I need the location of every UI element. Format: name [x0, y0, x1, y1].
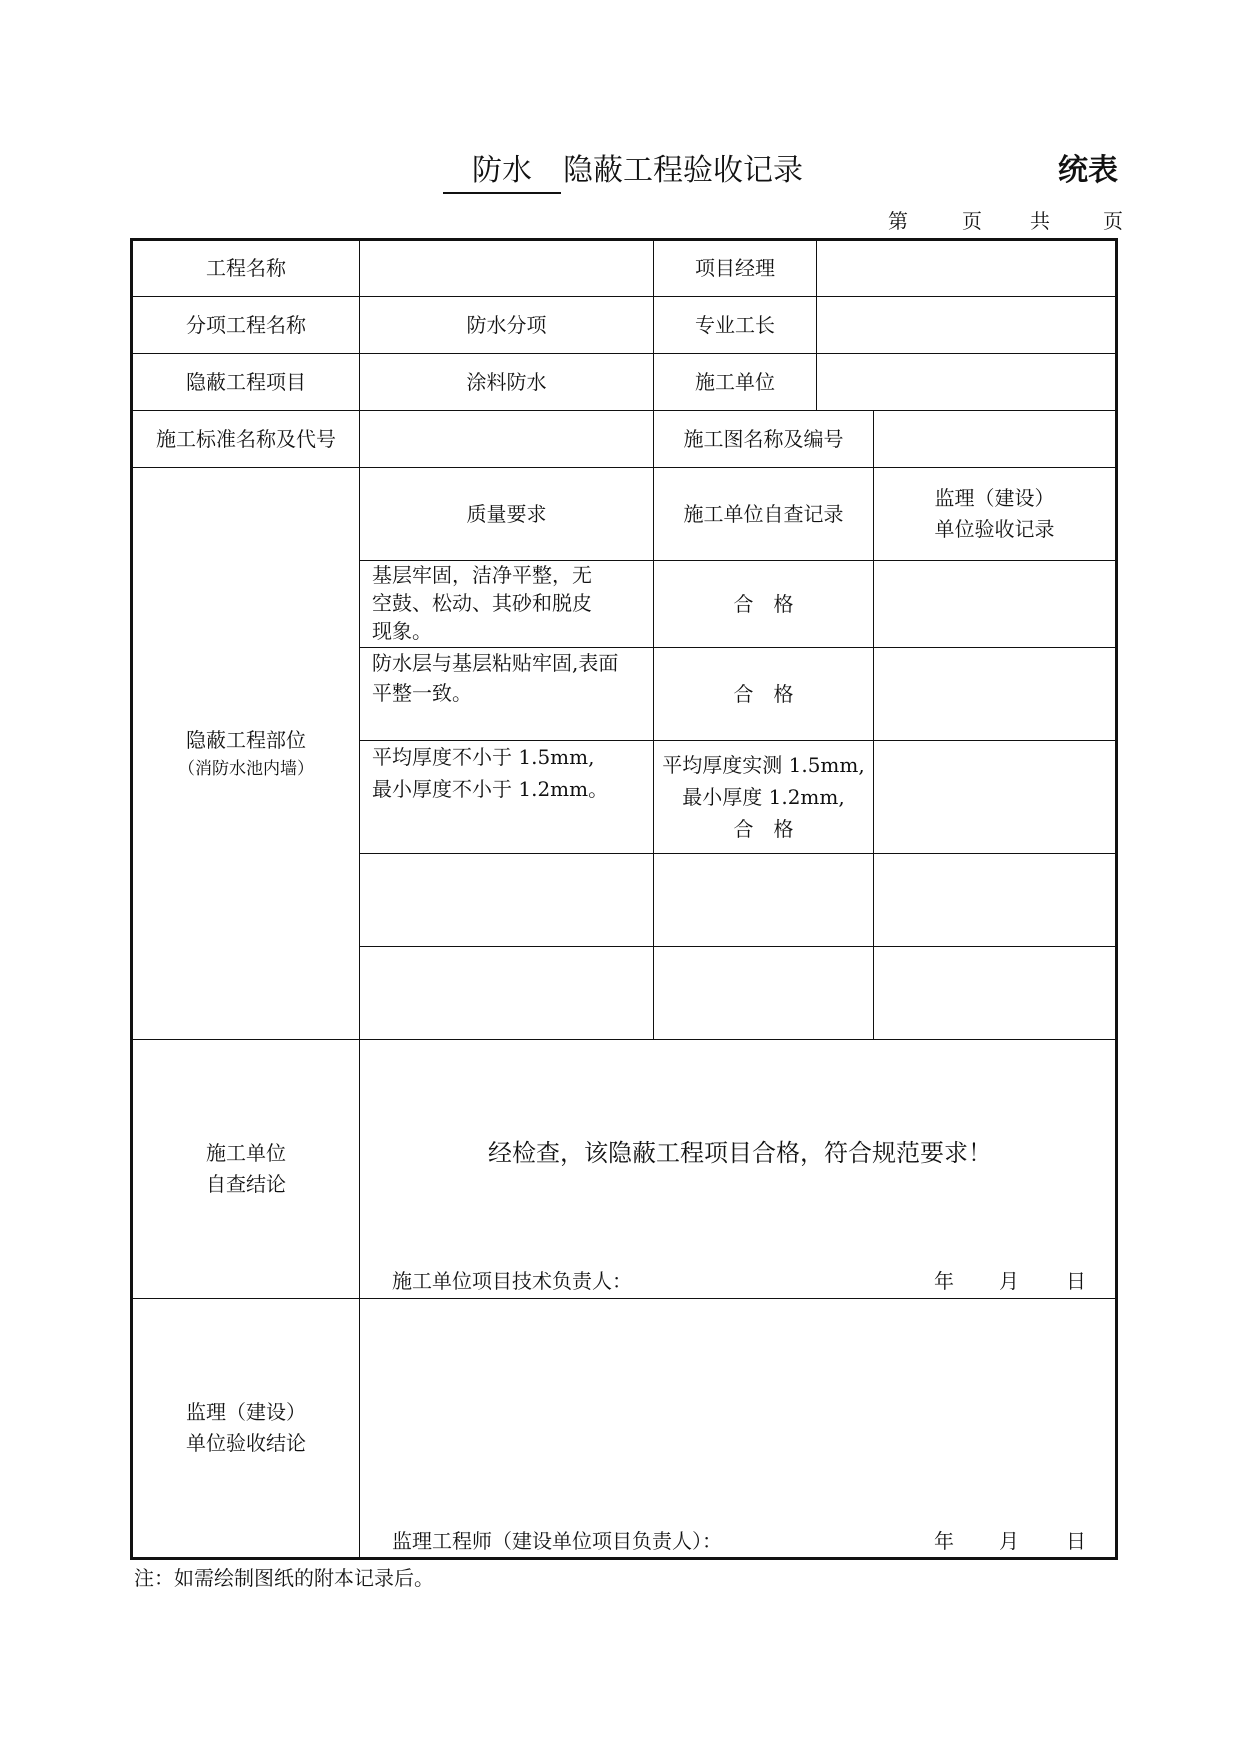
self-conclusion-text: 经检查，该隐蔽工程项目合格，符合规范要求！	[488, 1139, 992, 1167]
self-conclusion-label-line2: 自查结论	[206, 1172, 286, 1196]
standard-label: 施工标准名称及代号	[156, 426, 336, 451]
col-supervisor-line1: 监理（建设）	[934, 486, 1055, 510]
quality-requirement-2	[360, 648, 653, 740]
foreman-label: 专业工长	[695, 312, 775, 337]
self-conclusion-label-line1: 施工单位	[206, 1141, 286, 1165]
project-name-value	[360, 241, 653, 296]
self-conclusion-label	[133, 1040, 359, 1298]
sub-project-label: 分项工程名称	[186, 312, 306, 337]
self-check-result-1: 合 格	[733, 591, 794, 616]
check-line: 平均厚度实测 1.5mm,	[662, 753, 865, 777]
supervisor-date-year: 年	[934, 1529, 954, 1553]
contractor-value	[817, 354, 1115, 410]
project-name-label: 工程名称	[206, 256, 286, 280]
supervisor-conclusion-signer: 监理工程师（建设单位项目负责人）：	[392, 1529, 722, 1553]
requirement-line: 空鼓、松动、其砂和脱皮	[372, 591, 592, 615]
project-manager-value	[817, 241, 1115, 296]
drawing-label: 施工图名称及编号	[683, 426, 844, 451]
self-conclusion-signer: 施工单位项目技术负责人：	[392, 1269, 632, 1293]
project-manager-label: 项目经理	[695, 256, 775, 280]
quality-requirement-1	[360, 561, 653, 647]
hidden-location-cell	[133, 468, 359, 1039]
col-supervisor-header	[874, 468, 1115, 560]
page-label-di: 第	[888, 209, 908, 233]
hidden-item-value: 涂料防水	[466, 369, 547, 394]
standard-value	[360, 411, 653, 467]
self-date-year: 年	[934, 1269, 954, 1293]
col-self-check-header: 施工单位自查记录	[683, 501, 844, 526]
requirement-line: 平整一致。	[372, 681, 472, 705]
page-label-gong: 共	[1030, 209, 1050, 233]
hidden-location-sub: （消防水池内墙）	[178, 758, 314, 779]
requirement-line: 最小厚度不小于 1.2mm。	[372, 777, 609, 801]
drawing-value	[874, 411, 1115, 467]
foreman-value	[817, 297, 1115, 353]
supervisor-date-day: 日	[1066, 1529, 1086, 1553]
contractor-label: 施工单位	[695, 369, 775, 394]
self-check-result-2: 合 格	[733, 681, 794, 706]
quality-requirement-3	[360, 741, 653, 853]
requirement-line: 平均厚度不小于 1.5mm,	[372, 745, 595, 769]
supervisor-date-month: 月	[999, 1529, 1019, 1553]
sub-project-value: 防水分项	[466, 312, 547, 337]
check-line: 最小厚度 1.2mm,	[682, 785, 845, 809]
document-title: 隐蔽工程验收记录	[563, 153, 803, 188]
requirement-line: 现象。	[372, 619, 432, 643]
document-category: 统表	[1058, 153, 1118, 188]
self-check-result-3	[654, 741, 873, 853]
supervisor-conclusion-label-line2: 单位验收结论	[186, 1431, 306, 1455]
self-date-day: 日	[1066, 1269, 1086, 1293]
document-title-type: 防水	[443, 150, 561, 194]
page-label-ye-total: 页	[1103, 209, 1123, 233]
col-quality-header: 质量要求	[466, 501, 547, 526]
footer-note: 注：如需绘制图纸的附本记录后。	[134, 1566, 434, 1590]
col-supervisor-line2: 单位验收记录	[934, 517, 1055, 541]
self-date-month: 月	[999, 1269, 1019, 1293]
page-label-ye: 页	[962, 209, 982, 233]
hidden-item-label: 隐蔽工程项目	[186, 369, 306, 394]
supervisor-conclusion-label	[133, 1299, 359, 1557]
check-line: 合 格	[733, 817, 794, 841]
hidden-location-label: 隐蔽工程部位	[186, 727, 306, 752]
requirement-line: 基层牢固，洁净平整，无	[372, 563, 592, 587]
supervisor-conclusion-label-line1: 监理（建设）	[186, 1400, 306, 1424]
requirement-line: 防水层与基层粘贴牢固,表面	[372, 651, 619, 675]
